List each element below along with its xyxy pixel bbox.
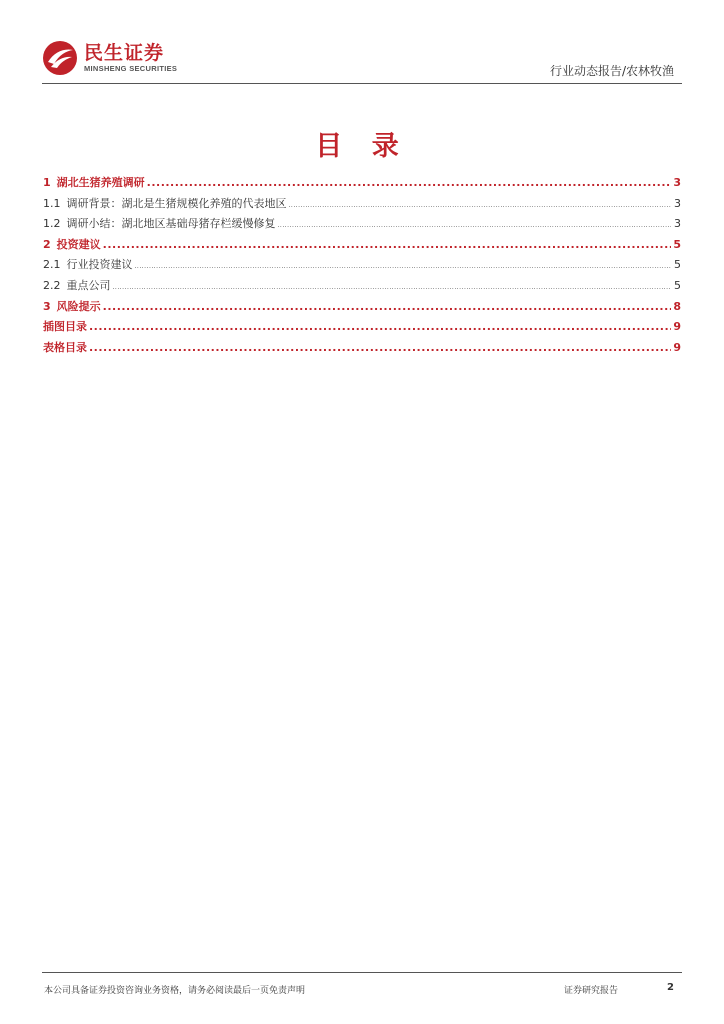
toc-entry[interactable]: [43, 215, 681, 236]
toc-entry-title: 插图目录: [43, 320, 87, 334]
toc-entry-number: 2.2: [43, 278, 61, 292]
toc-entry-title: 行业投资建议: [66, 258, 133, 272]
toc-dot-leader: [113, 279, 672, 292]
toc-entry[interactable]: [43, 339, 681, 360]
toc-entry[interactable]: [43, 174, 681, 195]
toc-entry-title: 湖北生猪养殖调研: [56, 176, 145, 189]
company-logo: [42, 40, 177, 76]
footer-doc-type: 证券研究报告: [564, 986, 619, 996]
toc-entry-number: 2: [43, 237, 51, 251]
toc-dot-leader: [89, 341, 671, 354]
toc-dot-leader: [278, 217, 672, 230]
table-of-contents: [43, 174, 681, 359]
logo-english-name: MINSHENG SECURITIES: [84, 64, 178, 73]
toc-entry-page: 3: [674, 196, 681, 210]
toc-entry-page: 3: [674, 217, 681, 231]
toc-entry[interactable]: [43, 236, 681, 257]
toc-entry-title: 调研背景：湖北是生猪规模化养殖的代表地区: [66, 196, 287, 210]
toc-dot-leader: [89, 320, 671, 333]
minsheng-logo-icon: [42, 40, 78, 76]
header-divider: [42, 83, 682, 84]
toc-entry-title: 投资建议: [56, 237, 101, 251]
toc-dot-leader: [135, 258, 672, 271]
toc-dot-leader: [147, 176, 671, 189]
toc-entry-number: 1: [43, 176, 51, 189]
toc-entry-number: 1.1: [43, 196, 61, 210]
toc-entry-page: 8: [673, 299, 681, 313]
toc-entry[interactable]: [43, 256, 681, 277]
page-header: [42, 38, 682, 84]
toc-entry-page: 9: [673, 340, 681, 354]
toc-entry[interactable]: [43, 318, 681, 339]
toc-entry[interactable]: [43, 195, 681, 216]
toc-entry-page: 3: [673, 176, 681, 189]
toc-entry-number: 1.2: [43, 217, 61, 231]
toc-entry-title: 重点公司: [66, 278, 111, 292]
toc-entry-title: 调研小结：湖北地区基础母猪存栏缓慢修复: [66, 217, 276, 231]
logo-chinese-name: 民生证券: [84, 42, 165, 64]
toc-entry-title: 表格目录: [43, 340, 87, 354]
toc-dot-leader: [289, 197, 672, 210]
toc-title: 目 录: [315, 131, 409, 162]
toc-entry[interactable]: [43, 277, 681, 298]
toc-entry-number: 3: [43, 299, 51, 313]
report-type: 行业动态报告/农林牧渔: [549, 64, 674, 78]
toc-entry-number: 2.1: [43, 258, 61, 272]
toc-dot-leader: [103, 238, 671, 251]
footer-divider: [42, 972, 682, 973]
toc-entry-title: 风险提示: [56, 299, 101, 313]
page-number: 2: [667, 982, 674, 993]
footer-disclaimer: 本公司具备证券投资咨询业务资格，请务必阅读最后一页免责声明: [44, 986, 306, 996]
toc-entry[interactable]: [43, 298, 681, 319]
toc-entry-page: 5: [674, 278, 681, 292]
toc-entry-page: 5: [674, 258, 681, 272]
toc-dot-leader: [103, 300, 671, 313]
toc-entry-page: 5: [673, 237, 681, 251]
toc-entry-page: 9: [673, 320, 681, 334]
